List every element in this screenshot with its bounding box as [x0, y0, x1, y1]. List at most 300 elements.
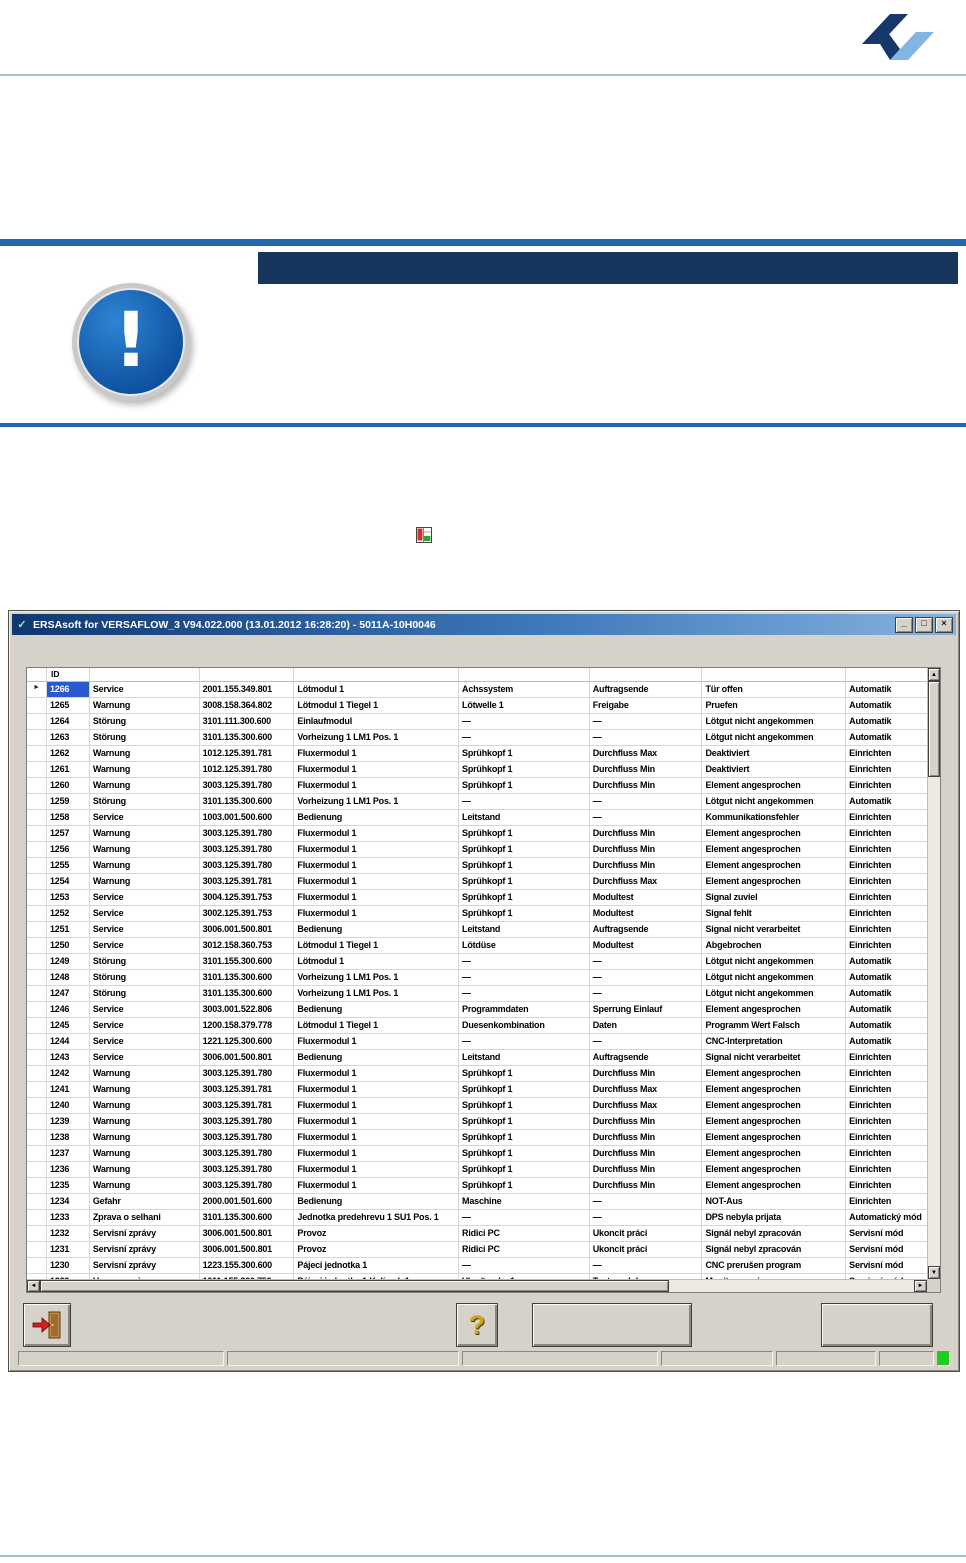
table-cell: Element angesprochen: [702, 1098, 846, 1114]
table-cell: Lötdüse: [459, 938, 590, 954]
row-selector[interactable]: [27, 874, 47, 890]
table-cell: Lötmodul 1 Tiegel 1: [294, 1018, 459, 1034]
table-cell: Lötgut nicht angekommen: [702, 714, 846, 730]
table-row[interactable]: [27, 730, 927, 746]
table-cell: Element angesprochen: [702, 1066, 846, 1082]
table-cell: 1266: [47, 682, 90, 698]
table-cell: 1200.158.379.778: [200, 1018, 295, 1034]
table-cell: Ridici PC: [459, 1242, 590, 1258]
table-cell: Element angesprochen: [702, 826, 846, 842]
table-cell: Kommunikationsfehler: [702, 810, 846, 826]
table-cell: Leitstand: [459, 810, 590, 826]
table-cell: Sprühkopf 1: [459, 890, 590, 906]
table-cell: Sprühkopf 1: [459, 1178, 590, 1194]
table-cell: 1260: [47, 778, 90, 794]
scroll-right-icon[interactable]: ►: [914, 1280, 927, 1292]
table-row[interactable]: [27, 1066, 927, 1082]
table-cell: Einrichten: [846, 1178, 927, 1194]
row-selector[interactable]: [27, 1114, 47, 1130]
table-cell: 3003.125.391.781: [200, 874, 295, 890]
header-id[interactable]: ID: [47, 668, 90, 682]
table-cell: Element angesprochen: [702, 858, 846, 874]
table-cell: Sprühkopf 1: [459, 762, 590, 778]
table-cell: 1233: [47, 1210, 90, 1226]
table-cell: Service: [90, 906, 200, 922]
table-row[interactable]: [27, 1034, 927, 1050]
table-cell: Element angesprochen: [702, 1114, 846, 1130]
table-row[interactable]: [27, 1050, 927, 1066]
table-row[interactable]: [27, 1130, 927, 1146]
table-cell: —: [590, 1210, 703, 1226]
table-row[interactable]: [27, 842, 927, 858]
close-button[interactable]: ×: [935, 617, 953, 633]
table-cell: Lötgut nicht angekommen: [702, 970, 846, 986]
status-panel-2: [227, 1351, 459, 1366]
table-row[interactable]: [27, 1002, 927, 1018]
table-cell: Fluxermodul 1: [294, 762, 459, 778]
row-selector[interactable]: [27, 1162, 47, 1178]
table-cell: Vorheizung 1 LM1 Pos. 1: [294, 970, 459, 986]
table-cell: Achssystem: [459, 682, 590, 698]
table-cell: Sprühkopf 1: [459, 1114, 590, 1130]
table-row[interactable]: [27, 1226, 927, 1242]
table-row[interactable]: [27, 858, 927, 874]
table-cell: Pruefen: [702, 698, 846, 714]
table-cell: Service: [90, 1002, 200, 1018]
table-cell: Lötgut nicht angekommen: [702, 794, 846, 810]
table-cell: —: [590, 986, 703, 1002]
table-cell: 1239: [47, 1114, 90, 1130]
table-cell: Bedienung: [294, 810, 459, 826]
table-cell: Einrichten: [846, 1114, 927, 1130]
table-row[interactable]: [27, 890, 927, 906]
table-cell: Warnung: [90, 762, 200, 778]
table-cell: Fluxermodul 1: [294, 778, 459, 794]
table-cell: Pájeci jednotka 1: [294, 1258, 459, 1274]
table-cell: Fluxermodul 1: [294, 1178, 459, 1194]
table-cell: Element angesprochen: [702, 1002, 846, 1018]
table-cell: 3003.125.391.781: [200, 1082, 295, 1098]
table-cell: Sperrung Einlauf: [590, 1002, 703, 1018]
table-row[interactable]: [27, 810, 927, 826]
row-selector[interactable]: [27, 1034, 47, 1050]
table-cell: 3003.125.391.781: [200, 1098, 295, 1114]
table-cell: 1249: [47, 954, 90, 970]
exclamation-circle-inner: [77, 288, 185, 396]
table-cell: 3101.111.300.600: [200, 714, 295, 730]
table-cell: —: [459, 1210, 590, 1226]
table-cell: Vorheizung 1 LM1 Pos. 1: [294, 730, 459, 746]
table-cell: Service: [90, 938, 200, 954]
table-cell: Automatik: [846, 794, 927, 810]
row-selector[interactable]: [27, 858, 47, 874]
table-cell: Sprühkopf 1: [459, 778, 590, 794]
table-row[interactable]: [27, 1194, 927, 1210]
row-selector[interactable]: [27, 1066, 47, 1082]
table-cell: NOT-Aus: [702, 1194, 846, 1210]
table-cell: Einrichten: [846, 938, 927, 954]
table-row[interactable]: [27, 746, 927, 762]
table-cell: Bedienung: [294, 1002, 459, 1018]
row-selector[interactable]: ►: [27, 682, 47, 698]
table-cell: Warnung: [90, 1146, 200, 1162]
table-cell: Provoz: [294, 1242, 459, 1258]
window-titlebar[interactable]: [12, 614, 956, 635]
table-row[interactable]: [27, 1162, 927, 1178]
table-cell: Signal nicht verarbeitet: [702, 1050, 846, 1066]
table-cell: Störung: [90, 794, 200, 810]
row-selector[interactable]: [27, 1050, 47, 1066]
header-event[interactable]: [590, 668, 703, 682]
row-selector[interactable]: [27, 1002, 47, 1018]
table-row[interactable]: [27, 1114, 927, 1130]
table-cell: Element angesprochen: [702, 1130, 846, 1146]
vertical-scrollbar[interactable]: [927, 668, 940, 1279]
scroll-down-icon[interactable]: ▼: [928, 1266, 940, 1279]
row-selector[interactable]: [27, 1242, 47, 1258]
table-cell: Warnung: [90, 1082, 200, 1098]
table-cell: Element angesprochen: [702, 1162, 846, 1178]
table-cell: Ridici PC: [459, 1226, 590, 1242]
table-cell: Einrichten: [846, 746, 927, 762]
row-selector[interactable]: [27, 1258, 47, 1274]
table-cell: Störung: [90, 954, 200, 970]
table-cell: 1245: [47, 1018, 90, 1034]
table-cell: 1244: [47, 1034, 90, 1050]
table-cell: 3003.125.391.780: [200, 1178, 295, 1194]
table-cell: Warnung: [90, 874, 200, 890]
notice-bottom-band: [0, 423, 966, 427]
table-cell: Sprühkopf 1: [459, 906, 590, 922]
table-cell: —: [590, 1034, 703, 1050]
help-button[interactable]: [456, 1303, 498, 1347]
table-cell: Leitstand: [459, 1050, 590, 1066]
table-cell: Warnung: [90, 1130, 200, 1146]
table-cell: Element angesprochen: [702, 1082, 846, 1098]
status-panel-5: [776, 1351, 876, 1366]
table-cell: Service: [90, 890, 200, 906]
table-cell: Automatik: [846, 682, 927, 698]
table-cell: 3003.125.391.780: [200, 1162, 295, 1178]
table-row[interactable]: [27, 1018, 927, 1034]
header-number[interactable]: [200, 668, 295, 682]
table-cell: Servisní zprávy: [90, 1242, 200, 1258]
table-cell: Vorheizung 1 LM1 Pos. 1: [294, 794, 459, 810]
table-cell: Fluxermodul 1: [294, 1146, 459, 1162]
status-panel-6: [879, 1351, 934, 1366]
table-cell: Deaktiviert: [702, 762, 846, 778]
table-row[interactable]: [27, 762, 927, 778]
notice-title-bar: [258, 252, 958, 284]
table-cell: 1231: [47, 1242, 90, 1258]
table-cell: Störung: [90, 986, 200, 1002]
table-cell: —: [590, 730, 703, 746]
table-cell: Servisní mód: [846, 1242, 927, 1258]
row-selector[interactable]: [27, 730, 47, 746]
table-cell: 1223.155.300.600: [200, 1258, 295, 1274]
row-selector[interactable]: [27, 922, 47, 938]
table-row[interactable]: [27, 1242, 927, 1258]
table-cell: 1264: [47, 714, 90, 730]
row-selector[interactable]: [27, 826, 47, 842]
table-cell: Lötmodul 1: [294, 954, 459, 970]
table-cell: —: [459, 730, 590, 746]
table-cell: Duesenkombination: [459, 1018, 590, 1034]
table-cell: —: [590, 810, 703, 826]
table-cell: CNC prerušen program: [702, 1258, 846, 1274]
table-cell: Fluxermodul 1: [294, 1082, 459, 1098]
table-cell: 1246: [47, 1002, 90, 1018]
horizontal-scroll-thumb[interactable]: [40, 1280, 669, 1292]
header-module[interactable]: [294, 668, 459, 682]
table-cell: Warnung: [90, 1178, 200, 1194]
table-cell: Servisní zprávy: [90, 1226, 200, 1242]
table-cell: Fluxermodul 1: [294, 1098, 459, 1114]
table-cell: 1259: [47, 794, 90, 810]
table-cell: 1012.125.391.780: [200, 762, 295, 778]
table-cell: 3003.125.391.780: [200, 858, 295, 874]
table-row[interactable]: [27, 682, 927, 698]
row-selector[interactable]: [27, 986, 47, 1002]
row-selector[interactable]: [27, 842, 47, 858]
table-cell: Fluxermodul 1: [294, 1066, 459, 1082]
table-cell: Einrichten: [846, 1146, 927, 1162]
question-mark-icon: ?: [468, 1309, 486, 1340]
table-cell: Warnung: [90, 842, 200, 858]
row-selector[interactable]: [27, 890, 47, 906]
table-row[interactable]: [27, 826, 927, 842]
row-selector[interactable]: [27, 1130, 47, 1146]
table-header-row: [27, 668, 927, 682]
table-cell: 1250: [47, 938, 90, 954]
scroll-left-icon[interactable]: ◄: [27, 1280, 40, 1292]
table-cell: 3003.125.391.780: [200, 842, 295, 858]
table-cell: —: [459, 794, 590, 810]
table-cell: 1236: [47, 1162, 90, 1178]
table-cell: 3003.125.391.780: [200, 826, 295, 842]
horizontal-scroll-track[interactable]: [40, 1280, 914, 1292]
table-row[interactable]: [27, 1082, 927, 1098]
row-selector[interactable]: [27, 698, 47, 714]
row-selector[interactable]: [27, 954, 47, 970]
row-selector[interactable]: [27, 1226, 47, 1242]
table-cell: Durchfluss Min: [590, 1066, 703, 1082]
table-row[interactable]: [27, 1210, 927, 1226]
table-cell: 3006.001.500.801: [200, 1242, 295, 1258]
table-cell: Lötwelle 1: [459, 698, 590, 714]
table-cell: Service: [90, 922, 200, 938]
table-cell: Durchfluss Min: [590, 1114, 703, 1130]
table-cell: DPS nebyla prijata: [702, 1210, 846, 1226]
table-cell: Warnung: [90, 778, 200, 794]
row-selector[interactable]: [27, 778, 47, 794]
table-cell: Modultest: [590, 890, 703, 906]
minimize-button[interactable]: _: [895, 617, 913, 633]
vertical-scroll-track[interactable]: [928, 681, 940, 1266]
table-row[interactable]: [27, 874, 927, 890]
table-cell: Einrichten: [846, 1066, 927, 1082]
status-panel-3: [462, 1351, 658, 1366]
table-cell: 3101.135.300.600: [200, 730, 295, 746]
table-cell: 1258: [47, 810, 90, 826]
table-row[interactable]: [27, 778, 927, 794]
row-selector[interactable]: [27, 762, 47, 778]
table-body: [27, 682, 927, 1279]
table-cell: —: [590, 954, 703, 970]
exit-button[interactable]: [23, 1303, 71, 1347]
blank-button-2[interactable]: [821, 1303, 933, 1347]
table-cell: Fluxermodul 1: [294, 906, 459, 922]
table-cell: Fluxermodul 1: [294, 746, 459, 762]
table-row[interactable]: [27, 922, 927, 938]
table-cell: Sprühkopf 1: [459, 1146, 590, 1162]
table-cell: Durchfluss Min: [590, 842, 703, 858]
row-selector[interactable]: [27, 794, 47, 810]
table-cell: Sprühkopf 1: [459, 842, 590, 858]
table-cell: Servisní zprávy: [90, 1258, 200, 1274]
table-cell: 3002.125.391.753: [200, 906, 295, 922]
table-cell: —: [459, 986, 590, 1002]
table-cell: 1247: [47, 986, 90, 1002]
row-selector[interactable]: [27, 810, 47, 826]
table-row[interactable]: [27, 1146, 927, 1162]
table-cell: Fluxermodul 1: [294, 890, 459, 906]
table-row[interactable]: [27, 794, 927, 810]
row-selector[interactable]: [27, 1194, 47, 1210]
table-row[interactable]: [27, 714, 927, 730]
table-cell: Bedienung: [294, 922, 459, 938]
row-selector[interactable]: [27, 970, 47, 986]
table-cell: Fluxermodul 1: [294, 1130, 459, 1146]
table-cell: Sprühkopf 1: [459, 874, 590, 890]
notice-top-band: [0, 239, 966, 246]
table-cell: Sprühkopf 1: [459, 1162, 590, 1178]
table-row[interactable]: [27, 1098, 927, 1114]
table-cell: 2001.155.349.801: [200, 682, 295, 698]
horizontal-scrollbar[interactable]: [27, 1279, 927, 1292]
table-cell: 3101.135.300.600: [200, 986, 295, 1002]
table-row[interactable]: [27, 970, 927, 986]
scrollbar-corner: [927, 1279, 940, 1292]
table-cell: Automatik: [846, 714, 927, 730]
maximize-button[interactable]: □: [915, 617, 933, 633]
table-cell: Durchfluss Min: [590, 762, 703, 778]
table-cell: Lötmodul 1: [294, 682, 459, 698]
row-selector[interactable]: [27, 1098, 47, 1114]
table-cell: Einrichten: [846, 906, 927, 922]
row-selector[interactable]: [27, 1178, 47, 1194]
table-cell: 3101.135.300.600: [200, 1210, 295, 1226]
row-selector[interactable]: [27, 1210, 47, 1226]
row-selector[interactable]: [27, 1018, 47, 1034]
table-cell: Durchfluss Max: [590, 874, 703, 890]
table-cell: 3004.125.391.753: [200, 890, 295, 906]
row-selector[interactable]: [27, 714, 47, 730]
table-cell: Bedienung: [294, 1194, 459, 1210]
table-cell: Programm Wert Falsch: [702, 1018, 846, 1034]
table-cell: Sprühkopf 1: [459, 1082, 590, 1098]
vertical-scroll-thumb[interactable]: [928, 681, 940, 777]
table-cell: 1254: [47, 874, 90, 890]
table-cell: Signál nebyl zpracován: [702, 1242, 846, 1258]
table-cell: Durchfluss Min: [590, 1146, 703, 1162]
table-cell: Einrichten: [846, 1130, 927, 1146]
table-cell: —: [590, 714, 703, 730]
table-cell: Sprühkopf 1: [459, 746, 590, 762]
row-selector[interactable]: [27, 1082, 47, 1098]
table-cell: 1263: [47, 730, 90, 746]
blank-button-1[interactable]: [532, 1303, 692, 1347]
row-selector[interactable]: [27, 1146, 47, 1162]
table-cell: Deaktiviert: [702, 746, 846, 762]
table-row[interactable]: [27, 906, 927, 922]
table-row[interactable]: [27, 938, 927, 954]
table-cell: 3101.155.300.600: [200, 954, 295, 970]
table-cell: 3003.125.391.780: [200, 778, 295, 794]
header-message[interactable]: [702, 668, 846, 682]
table-cell: Automatik: [846, 730, 927, 746]
table-cell: 3006.001.500.801: [200, 1050, 295, 1066]
table-row[interactable]: [27, 986, 927, 1002]
table-cell: 1237: [47, 1146, 90, 1162]
table-cell: 3003.125.391.780: [200, 1146, 295, 1162]
table-cell: 1221.125.300.600: [200, 1034, 295, 1050]
table-cell: Fluxermodul 1: [294, 1034, 459, 1050]
table-cell: Durchfluss Min: [590, 778, 703, 794]
table-cell: 1003.001.500.600: [200, 810, 295, 826]
table-cell: Auftragsende: [590, 1050, 703, 1066]
header-component[interactable]: [459, 668, 590, 682]
table-cell: 3003.125.391.780: [200, 1130, 295, 1146]
table-cell: Fluxermodul 1: [294, 826, 459, 842]
message-window-icon: [416, 527, 432, 543]
table-cell: Fluxermodul 1: [294, 1162, 459, 1178]
status-panel-1: [18, 1351, 224, 1366]
table-cell: Einrichten: [846, 1082, 927, 1098]
table-cell: 3006.001.500.801: [200, 1226, 295, 1242]
row-selector[interactable]: [27, 938, 47, 954]
table-cell: —: [459, 1258, 590, 1274]
table-row[interactable]: [27, 1178, 927, 1194]
table-cell: Einrichten: [846, 922, 927, 938]
table-cell: Warnung: [90, 1098, 200, 1114]
table-cell: Einrichten: [846, 858, 927, 874]
table-row[interactable]: [27, 1258, 927, 1274]
table-cell: Automatik: [846, 954, 927, 970]
table-cell: Jednotka predehrevu 1 SU1 Pos. 1: [294, 1210, 459, 1226]
table-cell: Warnung: [90, 1066, 200, 1082]
row-selector[interactable]: [27, 906, 47, 922]
scroll-up-icon[interactable]: ▲: [928, 668, 940, 681]
company-logo: [856, 6, 950, 66]
header-mode[interactable]: [846, 668, 927, 682]
table-cell: Service: [90, 1050, 200, 1066]
table-row[interactable]: [27, 954, 927, 970]
header-type[interactable]: [90, 668, 200, 682]
table-cell: Durchfluss Max: [590, 1098, 703, 1114]
table-cell: Einrichten: [846, 1050, 927, 1066]
exclamation-glyph: !: [113, 295, 149, 384]
table-cell: Service: [90, 1018, 200, 1034]
table-cell: Bedienung: [294, 1050, 459, 1066]
table-cell: Einrichten: [846, 1194, 927, 1210]
row-selector[interactable]: [27, 746, 47, 762]
table-cell: Warnung: [90, 746, 200, 762]
table-cell: Signal fehlt: [702, 906, 846, 922]
table-cell: —: [459, 714, 590, 730]
table-row[interactable]: [27, 698, 927, 714]
table-cell: 1230: [47, 1258, 90, 1274]
